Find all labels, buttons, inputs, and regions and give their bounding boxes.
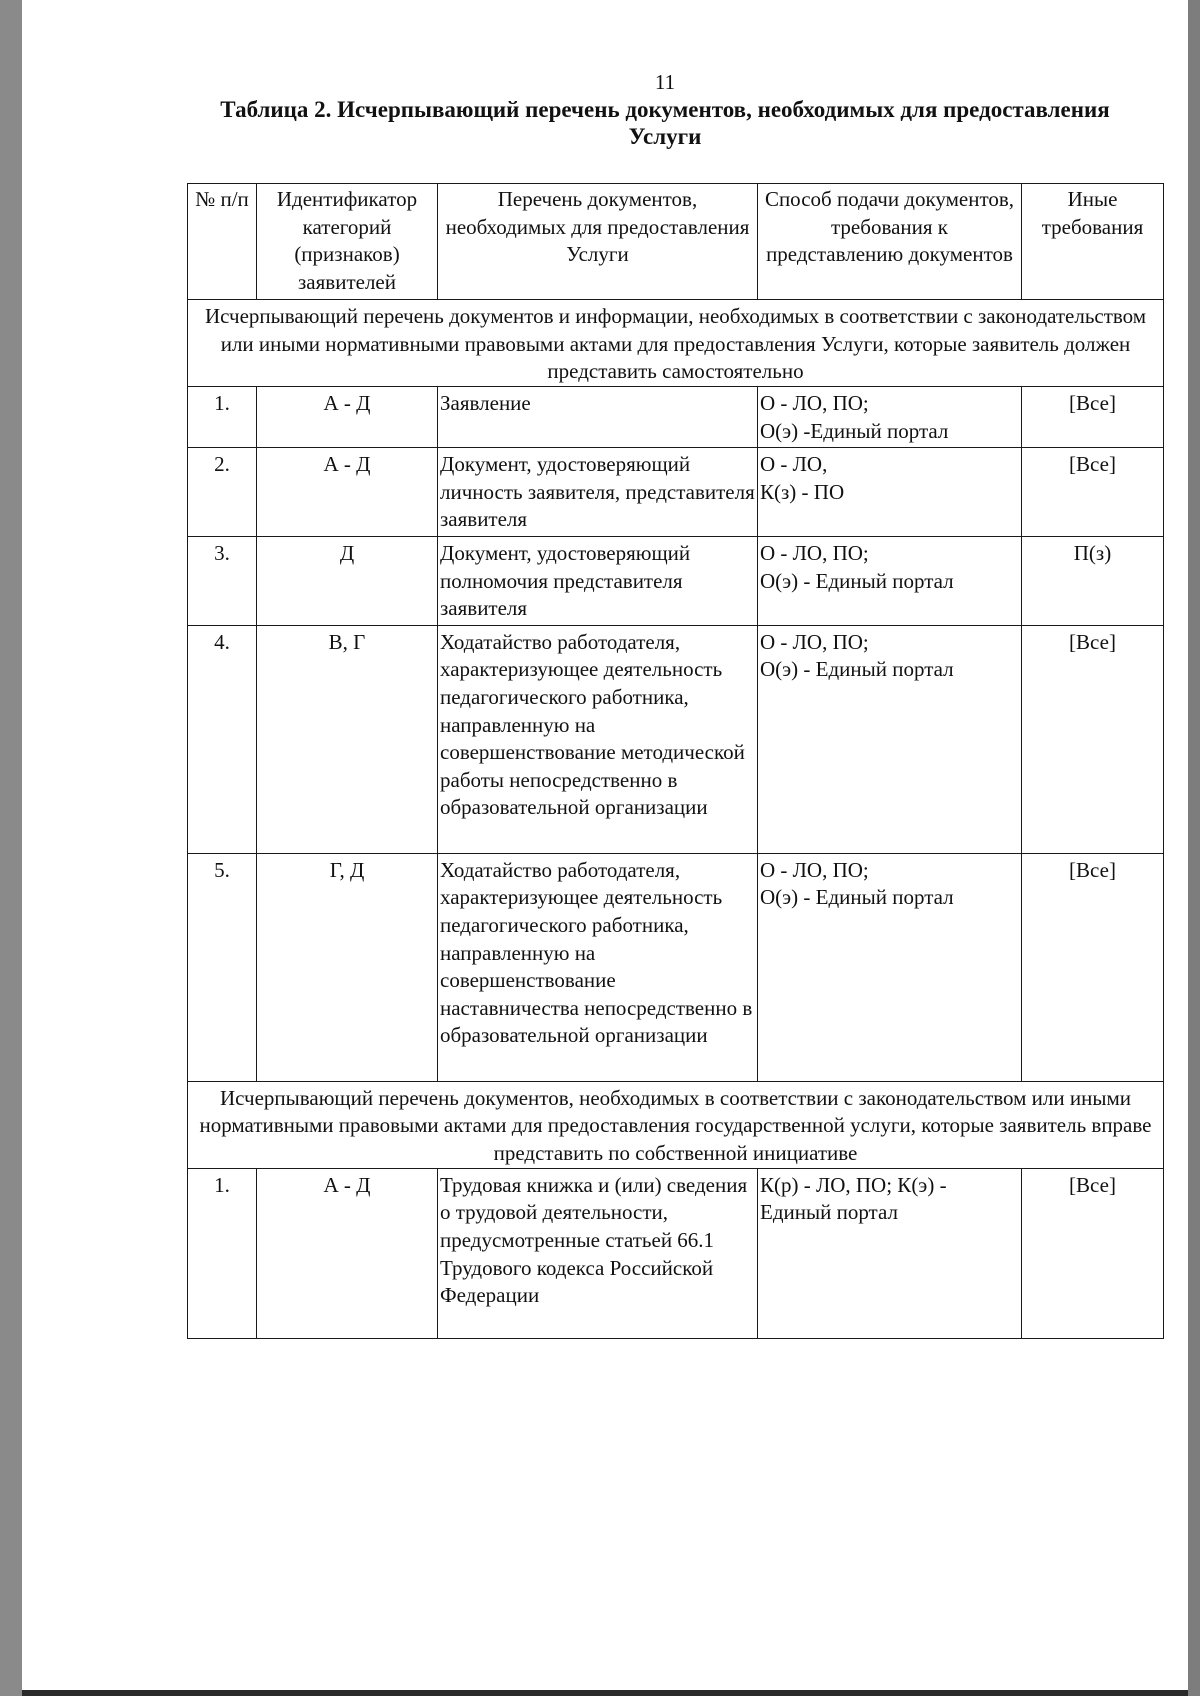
row-number: 4.	[188, 625, 257, 853]
row-method-line: О(э) - Единый портал	[760, 568, 954, 593]
row-number: 3.	[188, 536, 257, 625]
header-document: Перечень документов, необходимых для предоставления Услуги	[438, 184, 758, 300]
row-document: Документ, удостоверяющий личность заявителя, представителя заявителя	[438, 448, 758, 537]
scan-edge-bottom	[22, 1690, 1188, 1696]
row-document: Трудовая книжка и (или) сведения о трудовой деятельности, предусмотренные статьей 66.1 Трудового кодекса Российской Федерации	[438, 1168, 758, 1338]
row-method-line: О - ЛО,	[760, 452, 828, 477]
table-row	[188, 1168, 1164, 1338]
row-other: [Все]	[1022, 853, 1164, 1081]
row-document: Заявление	[438, 387, 758, 448]
row-method	[758, 853, 1022, 1081]
table-header-row	[188, 184, 1164, 300]
row-number: 5.	[188, 853, 257, 1081]
row-other: [Все]	[1022, 387, 1164, 448]
row-document: Документ, удостоверяющий полномочия представителя заявителя	[438, 536, 758, 625]
row-method-line: О(э) -Единый портал	[760, 418, 949, 443]
row-other: [Все]	[1022, 448, 1164, 537]
row-document: Ходатайство работодателя, характеризующее деятельность педагогического работника, направленную на совершенствование методической работы непосредственно в образовательной организации	[438, 625, 758, 853]
row-method	[758, 448, 1022, 537]
row-other: [Все]	[1022, 625, 1164, 853]
scan-edge-right	[1188, 0, 1200, 1696]
table-row	[188, 853, 1164, 1081]
row-method-line: К(р) - ЛО, ПО; К(э) -	[760, 1172, 947, 1197]
row-other: [Все]	[1022, 1168, 1164, 1338]
row-method	[758, 536, 1022, 625]
page-number: 11	[654, 70, 676, 94]
scan-edge-left	[0, 0, 22, 1696]
row-method	[758, 387, 1022, 448]
header-method: Способ подачи документов, требования к представлению документов	[758, 184, 1022, 300]
row-method	[758, 625, 1022, 853]
row-category: А - Д	[257, 387, 438, 448]
row-method-line: О - ЛО, ПО;	[760, 540, 869, 565]
section-heading-row	[188, 300, 1164, 387]
section-heading: Исчерпывающий перечень документов, необходимых в соответствии с законодательством или иными нормативными правовыми актами для предоставления государственной услуги, которые заявитель вправе представить по собственной инициативе	[188, 1081, 1164, 1168]
row-method	[758, 1168, 1022, 1338]
table-title: Таблица 2. Исчерпывающий перечень документов, необходимых для предоставления Услуги	[220, 97, 1110, 149]
row-number: 2.	[188, 448, 257, 537]
header-other: Иные требования	[1022, 184, 1164, 300]
header-number: № п/п	[188, 184, 257, 300]
table-row	[188, 625, 1164, 853]
table-row	[188, 536, 1164, 625]
row-number: 1.	[188, 387, 257, 448]
row-method-line: О - ЛО, ПО;	[760, 391, 869, 415]
row-category: А - Д	[257, 448, 438, 537]
row-category: Д	[257, 536, 438, 625]
table-row	[188, 448, 1164, 537]
row-document: Ходатайство работодателя, характеризующее деятельность педагогического работника, направленную на совершенствование наставничества непосредственно в образовательной организации	[438, 853, 758, 1081]
row-category: А - Д	[257, 1168, 438, 1338]
header-category: Идентификатор категорий (признаков) заявителей	[257, 184, 438, 300]
section-heading-row	[188, 1081, 1164, 1168]
documents-table	[187, 183, 1164, 1339]
row-method-line: Единый портал	[760, 1200, 898, 1225]
row-category: Г, Д	[257, 853, 438, 1081]
section-heading: Исчерпывающий перечень документов и информации, необходимых в соответствии с законодательством или иными нормативными правовыми актами для предоставления Услуги, которые заявитель должен представить самостоятельно	[188, 300, 1164, 387]
row-method-line: К(з) - ПО	[760, 479, 845, 504]
row-category: В, Г	[257, 625, 438, 853]
row-number: 1.	[188, 1168, 257, 1338]
row-other: П(з)	[1022, 536, 1164, 625]
row-method-line: О - ЛО, ПО;	[760, 857, 869, 882]
row-method-line: О(э) - Единый портал	[760, 657, 954, 682]
table-row	[188, 387, 1164, 448]
row-method-line: О(э) - Единый портал	[760, 885, 954, 910]
row-method-line: О - ЛО, ПО;	[760, 629, 869, 654]
